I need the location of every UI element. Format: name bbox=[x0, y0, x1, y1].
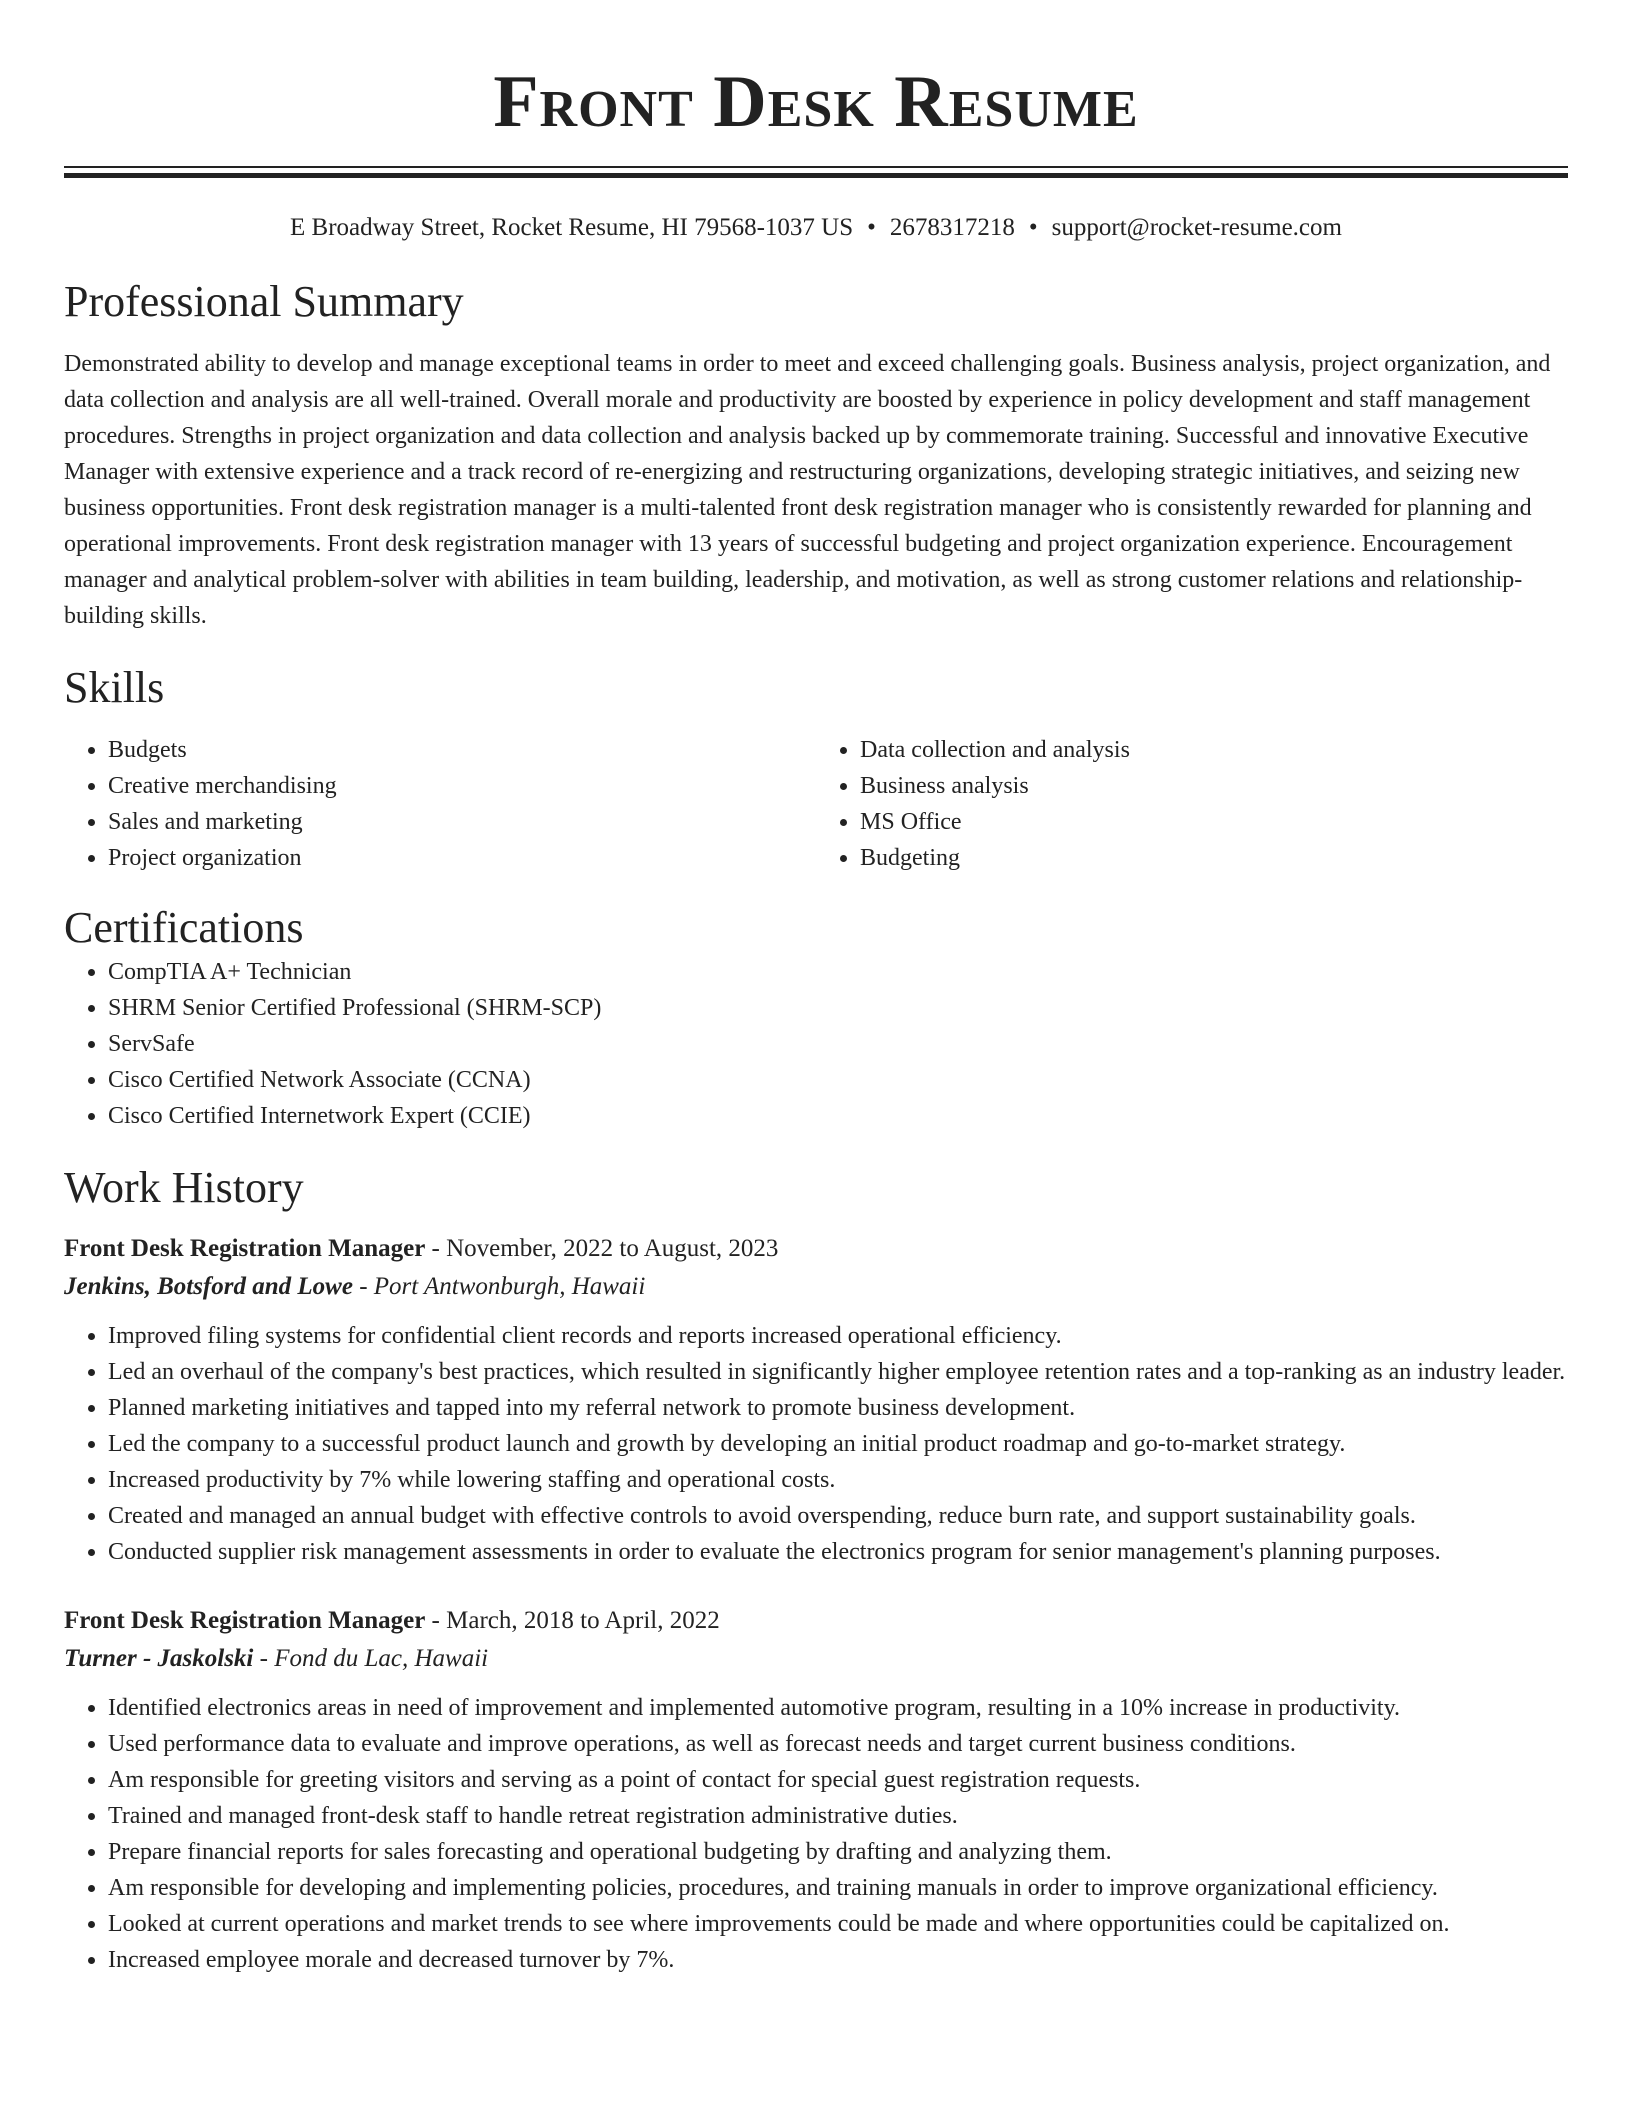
job-title-line bbox=[64, 1604, 1568, 1638]
job-bullet: • Trained and managed front-desk staff to handle retreat registration administrative duties. bbox=[108, 1798, 1568, 1834]
job-bullet: • Conducted supplier risk management assessments in order to evaluate the electronics program for senior management's planning purposes. bbox=[108, 1534, 1568, 1570]
certification-item: • Cisco Certified Network Associate (CCNA) bbox=[108, 1062, 1568, 1098]
title-divider-thin bbox=[64, 166, 1568, 168]
job-bullet: • Looked at current operations and market trends to see where improvements could be made and where opportunities could be capitalized on. bbox=[108, 1906, 1568, 1942]
contact-phone: 2678317218 bbox=[889, 214, 1015, 241]
contact-email: support@rocket-resume.com bbox=[1051, 214, 1342, 241]
job-entry bbox=[64, 1232, 1568, 1570]
contact-address: E Broadway Street, Rocket Resume, HI 79568-1037 US bbox=[290, 214, 854, 241]
job-company-line bbox=[64, 1642, 1568, 1676]
job-dates: - November, 2022 to August, 2023 bbox=[425, 1235, 779, 1262]
title-divider-thick bbox=[64, 173, 1568, 178]
job-bullet: • Am responsible for developing and implementing policies, procedures, and training manuals in order to improve organizational efficiency. bbox=[108, 1870, 1568, 1906]
job-bullet: • Improved filing systems for confidential client records and reports increased operational efficiency. bbox=[108, 1318, 1568, 1354]
certifications-list bbox=[64, 954, 1568, 1134]
contact-separator: • bbox=[1028, 214, 1038, 241]
contact-separator: • bbox=[867, 214, 876, 241]
job-title: Front Desk Registration Manager bbox=[64, 1607, 426, 1634]
job-bullet: • Used performance data to evaluate and improve operations, as well as forecast needs and target current business conditions. bbox=[108, 1726, 1568, 1762]
job-location: - Fond du Lac, Hawaii bbox=[253, 1645, 489, 1672]
skill-item: • Budgeting bbox=[860, 840, 1568, 876]
job-company: Jenkins, Botsford and Lowe bbox=[64, 1273, 353, 1300]
skill-item: • Business analysis bbox=[860, 768, 1568, 804]
skills-column-2 bbox=[816, 732, 1568, 876]
job-company-line bbox=[64, 1270, 1568, 1304]
job-bullet: • Increased productivity by 7% while lowering staffing and operational costs. bbox=[108, 1462, 1568, 1498]
job-bullet: • Led the company to a successful product launch and growth by developing an initial product roadmap and go-to-market strategy. bbox=[108, 1426, 1568, 1462]
summary-text: Demonstrated ability to develop and manage exceptional teams in order to meet and exceed challenging goals. Business analysis, project organization, and data collection and analysis are all well-trained. Overall morale and productivity are boosted by experience in policy development and staff management procedures. Strengths in project organization and data collection and analysis backed up by commemorate training. Successful and innovative Executive Manager with extensive experience and a track record of re-energizing and restructuring organizations, developing strategic initiatives, and seizing new business opportunities. Front desk registration manager is a multi-talented front desk registration manager who is consistently rewarded for planning and operational improvements. Front desk registration manager with 13 years of successful budgeting and project organization experience. Encouragement manager and analytical problem-solver with abilities in team building, leadership, and motivation, as well as strong customer relations and relationship-building skills. bbox=[64, 351, 1551, 629]
job-bullet: • Created and managed an annual budget with effective controls to avoid overspending, reduce burn rate, and support sustainability goals. bbox=[108, 1498, 1568, 1534]
job-dates: - March, 2018 to April, 2022 bbox=[425, 1607, 720, 1634]
summary-heading: Professional Summary bbox=[64, 277, 464, 326]
skill-item: • Creative merchandising bbox=[108, 768, 816, 804]
job-entry bbox=[64, 1604, 1568, 1978]
skills-heading: Skills bbox=[64, 663, 165, 712]
skills-column-1 bbox=[64, 732, 816, 876]
skill-item: • Project organization bbox=[108, 840, 816, 876]
job-title-line bbox=[64, 1232, 1568, 1266]
job-bullet: • Identified electronics areas in need of improvement and implemented automotive program, resulting in a 10% increase in productivity. bbox=[108, 1690, 1568, 1726]
work-history-heading: Work History bbox=[64, 1163, 304, 1212]
contact-line bbox=[64, 212, 1568, 244]
certification-item: • Cisco Certified Internetwork Expert (CCIE) bbox=[108, 1098, 1568, 1134]
certifications-heading: Certifications bbox=[64, 903, 304, 952]
job-location: - Port Antwonburgh, Hawaii bbox=[352, 1273, 646, 1300]
job-bullets bbox=[64, 1690, 1568, 1978]
job-title: Front Desk Registration Manager bbox=[64, 1235, 426, 1262]
job-bullets bbox=[64, 1318, 1568, 1570]
job-bullet: • Am responsible for greeting visitors and serving as a point of contact for special guest registration requests. bbox=[108, 1762, 1568, 1798]
skill-item: • Budgets bbox=[108, 732, 816, 768]
skill-item: • Data collection and analysis bbox=[860, 732, 1568, 768]
certification-item: • SHRM Senior Certified Professional (SHRM-SCP) bbox=[108, 990, 1568, 1026]
resume-title: Front Desk Resume bbox=[493, 61, 1139, 143]
certification-item: • CompTIA A+ Technician bbox=[108, 954, 1568, 990]
job-bullet: • Planned marketing initiatives and tapped into my referral network to promote business development. bbox=[108, 1390, 1568, 1426]
job-company: Turner - Jaskolski bbox=[64, 1645, 254, 1672]
job-bullet: • Increased employee morale and decreased turnover by 7%. bbox=[108, 1942, 1568, 1978]
skill-item: • MS Office bbox=[860, 804, 1568, 840]
skill-item: • Sales and marketing bbox=[108, 804, 816, 840]
job-bullet: • Prepare financial reports for sales forecasting and operational budgeting by drafting and analyzing them. bbox=[108, 1834, 1568, 1870]
certification-item: • ServSafe bbox=[108, 1026, 1568, 1062]
skills-list bbox=[64, 732, 1568, 876]
job-bullet: • Led an overhaul of the company's best practices, which resulted in significantly higher employee retention rates and a top-ranking as an industry leader. bbox=[108, 1354, 1568, 1390]
